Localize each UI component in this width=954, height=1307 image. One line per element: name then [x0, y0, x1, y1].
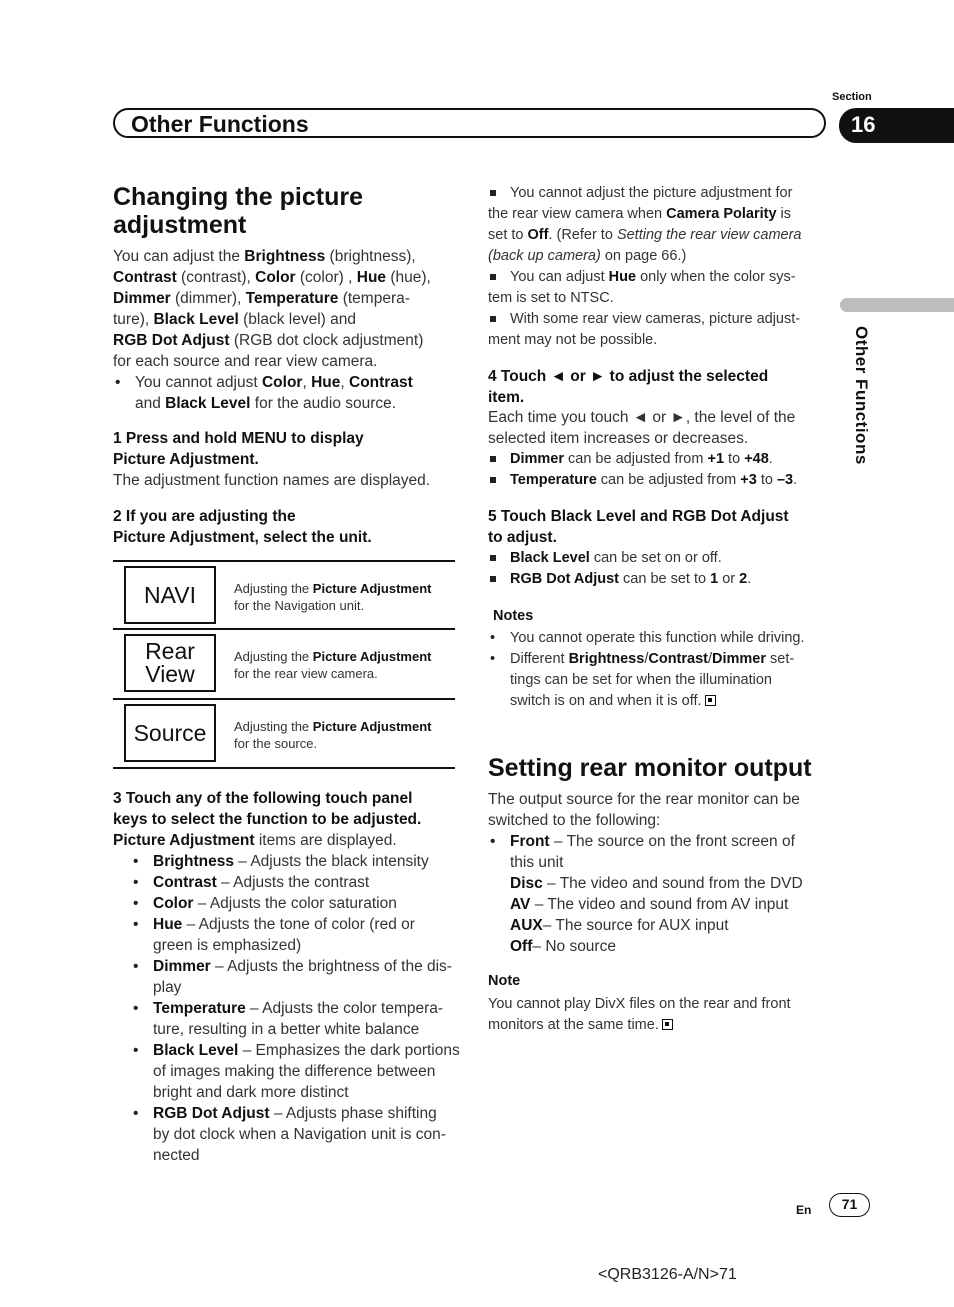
- list-item: • Black Level – Emphasizes the dark portions of images making the difference between bright and dark more distinct: [131, 1040, 461, 1103]
- side-tab-bar: [840, 298, 954, 312]
- header-title: Other Functions: [131, 111, 309, 137]
- step-3-desc: Picture Adjustment items are displayed.: [113, 832, 397, 849]
- note-title: Note: [488, 973, 521, 989]
- notes-list: [488, 628, 838, 712]
- step-3: 3 Touch any of the following touch panel keys to select the function to be adjusted.: [113, 790, 422, 828]
- list-item: • Front – The source on the front screen of this unit Disc – The video and sound from the DVD AV – The video and sound from AV input AUX– The source for AUX input Off– No source: [488, 831, 838, 957]
- unit-desc: Adjusting the Picture Adjustment for the Navigation unit.: [234, 581, 432, 613]
- section-heading: Setting rear monitor output: [488, 754, 812, 782]
- list-item: • Contrast – Adjusts the contrast: [131, 872, 461, 893]
- section-label: Section: [832, 91, 872, 103]
- list-item: You cannot adjust the picture adjustment for: [488, 183, 833, 204]
- function-list: [131, 851, 461, 1166]
- list-item: • You cannot adjust Color, Hue, Contrast and Black Level for the audio source.: [113, 372, 463, 414]
- intro-paragraph: You can adjust the Brightness (brightness), Contrast (contrast), Color (color) , Hue (hue), Dimmer (dimmer), Temperature (tempera- ture), Black Level (black level) and RGB Dot Adjust (RGB dot clock adjustment) for each source and rear view camera.: [113, 248, 431, 370]
- unit-table: [113, 560, 455, 769]
- list-item: • Brightness – Adjusts the black intensity: [131, 851, 461, 872]
- section-number: 16: [851, 112, 876, 137]
- hue-note-cont: tem is set to NTSC.: [488, 290, 614, 306]
- side-tab-label: Other Functions: [852, 326, 871, 465]
- table-row: [113, 560, 455, 628]
- footer-language: En: [796, 1203, 812, 1217]
- note-text: You cannot play DivX files on the rear and front monitors at the same time.: [488, 996, 791, 1033]
- list-item: Dimmer can be adjusted from +1 to +48.: [488, 449, 833, 470]
- list-item: You can adjust Hue only when the color sys-: [488, 267, 833, 288]
- rear-view-button[interactable]: Rear View: [124, 634, 216, 692]
- unit-desc: Adjusting the Picture Adjustment for the source.: [234, 719, 432, 751]
- step-5: 5 Touch Black Level and RGB Dot Adjust to adjust.: [488, 508, 789, 546]
- list-item: • You cannot operate this function while driving.: [488, 628, 838, 649]
- unit-desc: Adjusting the Picture Adjustment for the rear view camera.: [234, 649, 432, 681]
- end-mark-icon: [705, 695, 716, 706]
- source-button[interactable]: Source: [124, 704, 216, 762]
- list-item: Black Level can be set on or off.: [488, 548, 833, 569]
- heading-line: Changing the picture: [113, 183, 363, 211]
- black-level-list: [488, 548, 833, 590]
- step-4-desc: Each time you touch ◄ or ►, the level of the selected item increases or decreases.: [488, 409, 796, 447]
- list-item: • Color – Adjusts the color saturation: [131, 893, 461, 914]
- camera-note-cont: the rear view camera when Camera Polarity is set to Off. (Refer to Setting the rear view camera (back up camera) on page 66.): [488, 206, 802, 264]
- heading-line: adjustment: [113, 211, 247, 239]
- list-item: • Temperature – Adjusts the color tempera- ture, resulting in a better white balance: [131, 998, 461, 1040]
- list-item: • Different Brightness/Contrast/Dimmer set- tings can be set for when the illumination switch is on and when it is off.: [488, 649, 838, 712]
- adjust-range-list: [488, 449, 833, 491]
- output-list: [488, 831, 838, 957]
- list-item: With some rear view cameras, picture adjust-: [488, 309, 833, 330]
- camera-limit-note-cont: ment may not be possible.: [488, 332, 658, 348]
- camera-limit-note: [488, 309, 833, 330]
- list-item: RGB Dot Adjust can be set to 1 or 2.: [488, 569, 833, 590]
- output-desc: The output source for the rear monitor can be switched to the following:: [488, 791, 800, 829]
- page-heading: [113, 183, 363, 239]
- list-item: • RGB Dot Adjust – Adjusts phase shifting by dot clock when a Navigation unit is con- nected: [131, 1103, 461, 1166]
- step-4: 4 Touch ◄ or ► to adjust the selected item.: [488, 368, 769, 406]
- end-mark-icon: [662, 1019, 673, 1030]
- table-row: [113, 698, 455, 769]
- navi-button[interactable]: NAVI: [124, 566, 216, 624]
- step-2: 2 If you are adjusting the Picture Adjustment, select the unit.: [113, 508, 372, 546]
- page-number: 71: [829, 1193, 870, 1217]
- notes-title: Notes: [493, 608, 534, 624]
- table-row: [113, 628, 455, 698]
- list-item: Temperature can be adjusted from +3 to –3.: [488, 470, 833, 491]
- list-item: • Hue – Adjusts the tone of color (red or green is emphasized): [131, 914, 461, 956]
- list-item: • Dimmer – Adjusts the brightness of the dis- play: [131, 956, 461, 998]
- step-1-desc: The adjustment function names are displayed.: [113, 472, 431, 489]
- audio-source-note: [113, 372, 463, 414]
- step-1: 1 Press and hold MENU to display Picture Adjustment.: [113, 430, 364, 468]
- footer-code: <QRB3126-A/N>71: [598, 1266, 737, 1283]
- hue-note: [488, 267, 833, 288]
- camera-notes: [488, 183, 833, 204]
